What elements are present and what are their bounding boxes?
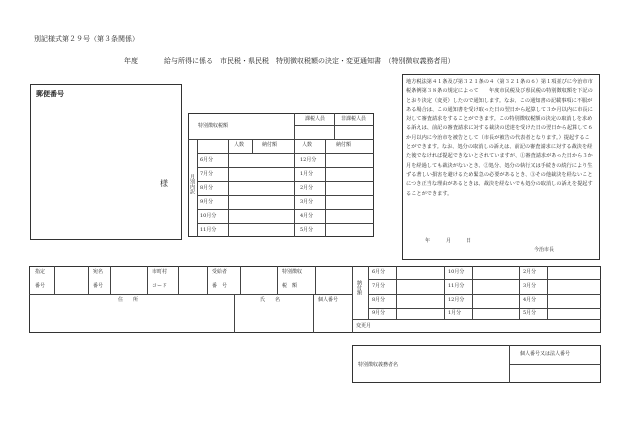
city-code-label: コード [152, 283, 168, 289]
bottom-month-3: 3月分 [523, 283, 537, 289]
bottom-month-8: 8月分 [372, 297, 386, 303]
bottom-month-2: 2月分 [523, 269, 537, 275]
designated-number-label: 番号 [35, 283, 46, 289]
payment-label: 納付額 [262, 142, 278, 148]
change-month-label: 変更月 [356, 323, 372, 329]
notice-body: 地方税法第４１条及び第３２１条の４（第３２１条の６）第１項並びに今治市市税条例第３８条の規定によって 年度市民税及び県民税の特別徴収額を下記のとおり決定（変更）したので通知します。なお、この通知書の記載事項に不服がある場合は、この通知書を受け取った日の翌日から起算して３か月以内に市長に対して審査請求をすることができます。この特別徴収税額の決定の取消しを求める訴えは、前記の審査請求に対する裁決の送達を受けた日の翌日から起算して６か月以内に今治市を被告として（市長が被告の代表者となります。）提起することができます。なお、処分の取消しの訴えは、前記の審査請求に対する裁決を経た後でなければ提起できないとされていますが、①審査請求があった日から３か月を経過しても裁決がないとき、②処分、処分の執行又は手続きの続行により生ずる著しい損害を避けるため緊急の必要があるとき、③その他裁決を経ないことにつき正当な理由があるときは、裁決を経ないでも処分の取消しの訴えを提起することができます。 [406, 79, 593, 197]
count-label-right: 人数 [302, 142, 313, 148]
bottom-month-6: 6月分 [372, 269, 386, 275]
postal-code-label: 郵便番号 [36, 89, 64, 98]
bottom-month-11: 11月分 [448, 283, 465, 289]
tax-month-8: 8月分 [200, 185, 214, 191]
bottom-month-7: 7月分 [372, 283, 386, 289]
honorific: 様 [160, 179, 168, 188]
bottom-month-12: 12月分 [448, 297, 465, 303]
tax-month-4: 4月分 [300, 213, 314, 219]
notice-date-year: 年 [425, 238, 431, 244]
account-label: 宛名 [93, 269, 104, 275]
tax-month-12: 12月分 [300, 157, 317, 163]
bottom-month-10: 10月分 [448, 269, 465, 275]
name-label: 氏 名 [260, 297, 281, 303]
obligor-number-label: 個人番号又は法人番号 [520, 351, 571, 357]
tax-amount-bottom-label: 税 額 [282, 283, 298, 289]
nontaxable-persons-label: 非課税人員 [341, 116, 367, 122]
personal-number-label: 個人番号 [318, 297, 339, 303]
recipient-address-box [30, 84, 182, 240]
bottom-month-1: 1月分 [448, 310, 462, 316]
tax-month-9: 9月分 [200, 199, 214, 205]
monthly-breakdown-label: 月別内訳 [189, 174, 195, 194]
tax-amount-label: 特別徴収税額 [198, 123, 229, 129]
tax-month-6: 6月分 [200, 157, 214, 163]
tax-month-2: 2月分 [300, 185, 314, 191]
obligor-name-label: 特別徴収義務者名 [358, 362, 399, 368]
notice-date-month: 月 [446, 238, 452, 244]
special-tax-label: 特別徴収 [282, 269, 303, 275]
bottom-month-5: 5月分 [523, 310, 537, 316]
tax-month-3: 3月分 [300, 199, 314, 205]
recipient-number-label: 番 号 [212, 283, 228, 289]
bottom-month-4: 4月分 [523, 297, 537, 303]
recipient-label: 受給者 [212, 269, 228, 275]
designated-label: 指定 [35, 269, 46, 275]
tax-month-7: 7月分 [200, 171, 214, 177]
form-number: 別記様式第２９号（第３条関係） [34, 35, 139, 43]
taxable-persons-label: 課税人員 [305, 116, 326, 122]
city-label: 市町村 [152, 269, 168, 275]
payment-vertical-label: 納付額 [356, 280, 362, 295]
tax-month-10: 10月分 [200, 213, 217, 219]
tax-month-1: 1月分 [300, 171, 314, 177]
year-label: 年度 [124, 57, 138, 65]
page-title: 給与所得に係る 市民税・県民税 特別徴収税額の決定・変更通知書 （特別徴収義務者用） [164, 57, 455, 65]
bottom-month-9: 9月分 [372, 310, 386, 316]
address-label: 住 所 [118, 297, 139, 303]
count-label: 人数 [234, 142, 245, 148]
tax-month-11: 11月分 [200, 227, 217, 233]
payment-label-right: 納付額 [336, 142, 352, 148]
notice-issuer: 今治市長 [534, 247, 555, 253]
tax-month-5: 5月分 [300, 227, 314, 233]
account-number-label: 番号 [93, 283, 104, 289]
notice-date-day: 日 [466, 238, 472, 244]
